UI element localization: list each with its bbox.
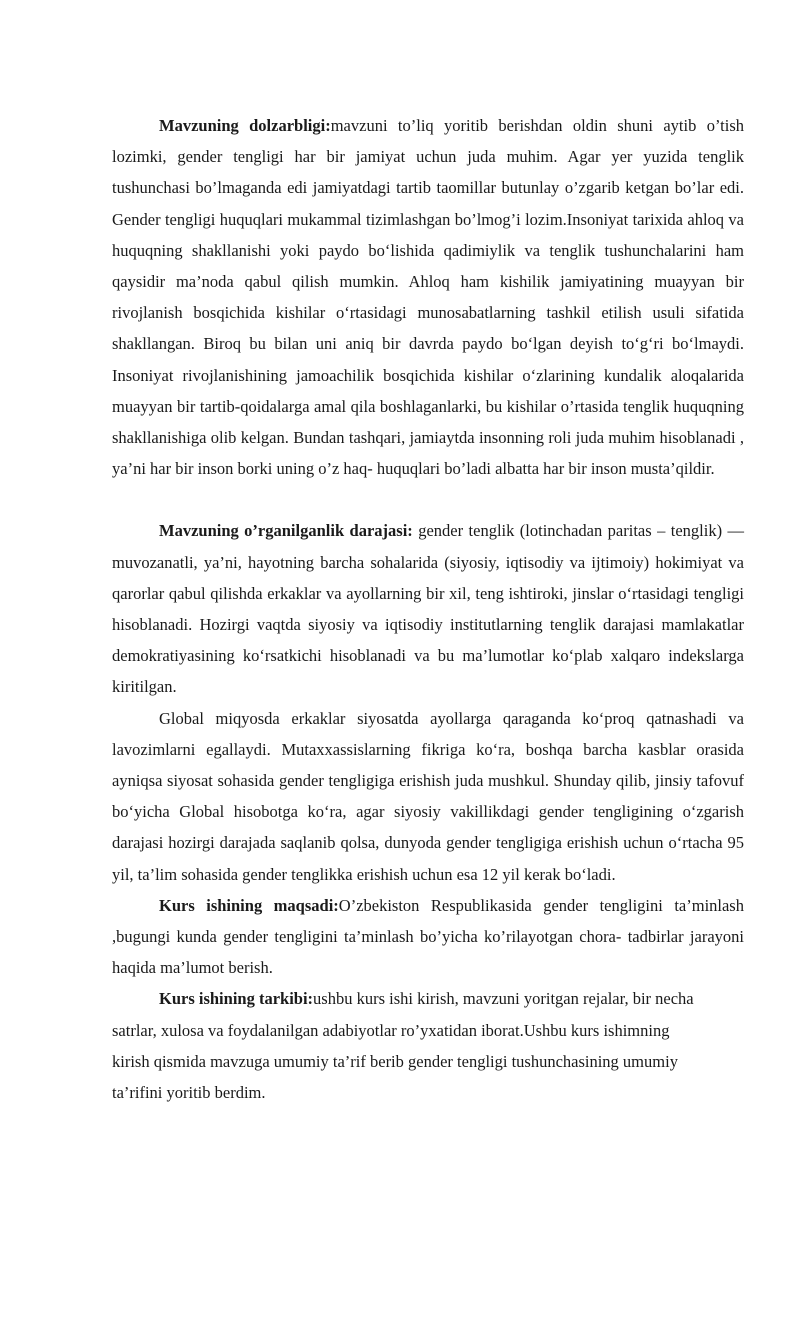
text-organilganlik: gender tenglik (lotinchadan paritas – tenglik) — muvozanatli, ya’ni, hayotning barcha sohalarida (siyosiy, iqtisodiy va ijtimoiy) hokimiyat va qarorlar qabul qilishda erkaklar va ayollarning bir xil, teng ishtiroki, jinslar o‘rtasidagi tengligi hisoblanadi. Hozirgi vaqtda siyosiy va iqtisodiy institutlarning tenglik darajasi mamlakatlar demokratiyasining ko‘rsatkichi hisoblanadi va bu ma’lumotlar ko‘plab xalqaro indekslarga kiritilgan. — [112, 521, 744, 697]
paragraph-organilganlik — [112, 515, 744, 702]
paragraph-maqsadi — [112, 890, 744, 984]
heading-organilganlik: Mavzuning o’rganilganlik darajasi: — [159, 521, 413, 541]
text-global: Global miqyosda erkaklar siyosatda ayollarga qaraganda ko‘proq qatnashadi va lavozimlarni egallaydi. Mutaxxassislarning fikriga ko‘ra, boshqa barcha kasblar orasida ayniqsa siyosat sohasida gender tengligiga erishish juda mushkul. Shunday qilib, jinsiy tafovuf bo‘yicha Global hisobotga ko‘ra, agar siyosiy vakillikdagi gender tengligining o‘zgarish darajasi hozirgi darajada saqlanib qolsa, dunyoda gender tengligiga erishish uchun o‘rtacha 95 yil, ta’lim sohasida gender tenglikka erishish uchun esa 12 yil kerak bo‘ladi. — [112, 708, 744, 884]
heading-dolzarbligi: Mavzuning dolzarbligi: — [159, 116, 331, 135]
text-tarkibi: ushbu kurs ishi kirish, mavzuni yoritgan rejalar, bir necha satrlar, xulosa va foydalanilgan adabiyotlar ro’yxatidan iborat.Ushbu kurs ishimning kirish qismida mavzuga umumiy ta’rif berib gender tengligi tushunchasining umumiy ta’rifini yoritib berdim. — [112, 989, 694, 1103]
paragraph-global — [112, 703, 744, 890]
paragraph-tarkibi — [112, 983, 744, 1108]
text-maqsadi: O’zbekiston Respublikasida gender tengligini ta’minlash ,bugungi kunda gender tengligini ta’minlash bo’yicha ko’rilayotgan chora- tadbirlar jarayoni haqida ma’lumot berish. — [112, 895, 744, 978]
paragraph-dolzarbligi — [112, 110, 744, 484]
heading-maqsadi: Kurs ishining maqsadi: — [159, 895, 339, 915]
document-page — [112, 110, 744, 1108]
text-dolzarbligi: mavzuni to’liq yoritib berishdan oldin shuni aytib o’tish lozimki, gender tengligi har bir jamiyat uchun juda muhim. Agar yer yuzida tenglik tushunchasi bo’lmaganda edi jamiyatdagi tartib taomillar butunlay o’zgarib ketgan bo’lar edi. Gender tengligi huquqlari mukammal tizimlashgan bo’lmog’i lozim.Insoniyat tarixida ahloq va huquqning shakllanishi yoki paydo bo‘lishida qadimiylik va tenglik tushunchalarini ham qaysidir ma’noda qabul qilish mumkin. Ahloq ham kishilik jamiyatining muayyan bir rivojlanish bosqichida kishilar o‘rtasidagi munosabatlarning tashkil etilish usuli sifatida shakllangan. Biroq bu bilan uni aniq bir davrda paydo bo‘lgan deyish to‘g‘ri bo‘lmaydi. Insoniyat rivojlanishining jamoachilik bosqichida kishilar o‘zlarining kundalik aloqalarida muayyan bir tartib-qoidalarga amal qila boshlaganlarki, bu kishilar o’rtasida tenglik huquqning shakllanishiga olib kelgan. Bundan tashqari, jamiaytda insonning roli juda muhim hisoblanadi , ya’ni har bir inson borki uning o’z haq- huquqlari bo’ladi albatta har bir inson musta’qildir. — [112, 116, 744, 479]
heading-tarkibi: Kurs ishining tarkibi: — [159, 989, 314, 1009]
